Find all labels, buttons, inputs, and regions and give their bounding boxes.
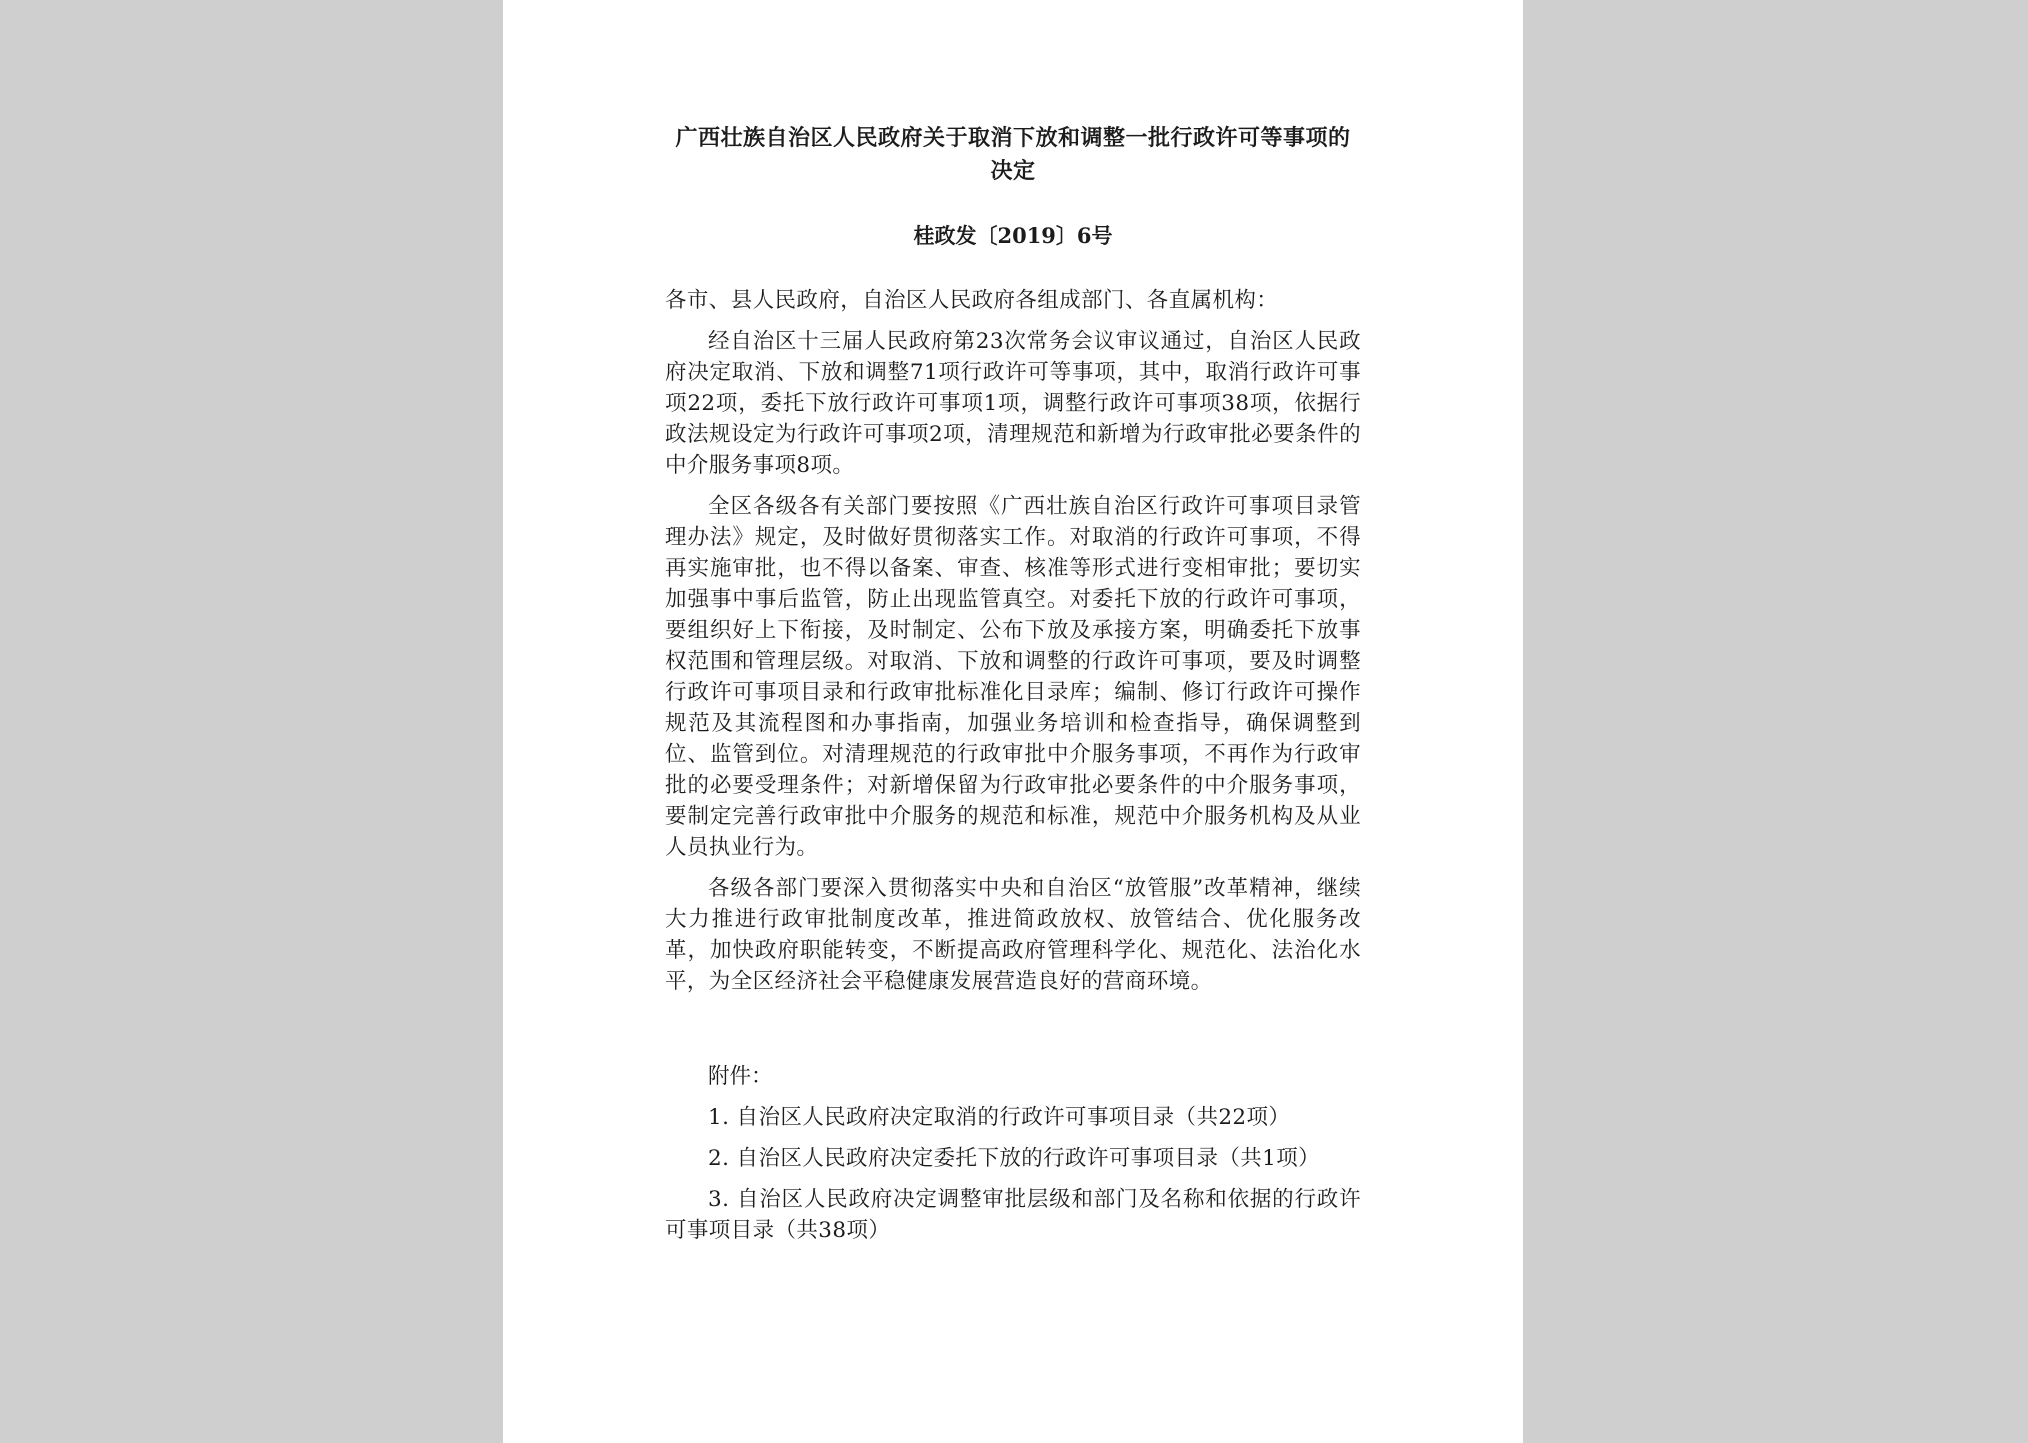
- attachment-item: 3. 自治区人民政府决定调整审批层级和部门及名称和依据的行政许可事项目录（共38项）: [665, 1187, 1361, 1243]
- attachments-label: 附件：: [708, 1064, 773, 1089]
- attachment-item: 1. 自治区人民政府决定取消的行政许可事项目录（共22项）: [708, 1105, 1291, 1130]
- body-paragraph: 全区各级各有关部门要按照《广西壮族自治区行政许可事项目录管理办法》规定，及时做好贯彻落实工作。对取消的行政许可事项，不得再实施审批，也不得以备案、审查、核准等形式进行变相审批；要切实加强事中事后监管，防止出现监管真空。对委托下放的行政许可事项，要组织好上下衔接，及时制定、公布下放及承接方案，明确委托下放事权范围和管理层级。对取消、下放和调整的行政许可事项，要及时调整行政许可事项目录和行政审批标准化目录库；编制、修订行政许可操作规范及其流程图和办事指南，加强业务培训和检查指导，确保调整到位、监管到位。对清理规范的行政审批中介服务事项，不再作为行政审批的必要受理条件；对新增保留为行政审批必要条件的中介服务事项，要制定完善行政审批中介服务的规范和标准，规范中介服务机构及从业人员执业行为。: [665, 494, 1361, 860]
- document-number: 桂政发〔2019〕6号: [913, 223, 1113, 248]
- attachment-item: 2. 自治区人民政府决定委托下放的行政许可事项目录（共1项）: [708, 1146, 1321, 1171]
- document-page: [503, 0, 1523, 1443]
- body-paragraph: 经自治区十三届人民政府第23次常务会议审议通过，自治区人民政府决定取消、下放和调整71项行政许可等事项，其中，取消行政许可事项22项，委托下放行政许可事项1项，调整行政许可事项38项，依据行政法规设定为行政许可事项2项，清理规范和新增为行政审批必要条件的中介服务事项8项。: [665, 329, 1361, 478]
- document-title: 广西壮族自治区人民政府关于取消下放和调整一批行政许可等事项的决定: [675, 125, 1351, 184]
- body-paragraph: 各级各部门要深入贯彻落实中央和自治区“放管服”改革精神，继续大力推进行政审批制度改革，推进简政放权、放管结合、优化服务改革，加快政府职能转变，不断提高政府管理科学化、规范化、法治化水平，为全区经济社会平稳健康发展营造良好的营商环境。: [665, 876, 1361, 994]
- salutation: 各市、县人民政府，自治区人民政府各组成部门、各直属机构：: [665, 288, 1279, 313]
